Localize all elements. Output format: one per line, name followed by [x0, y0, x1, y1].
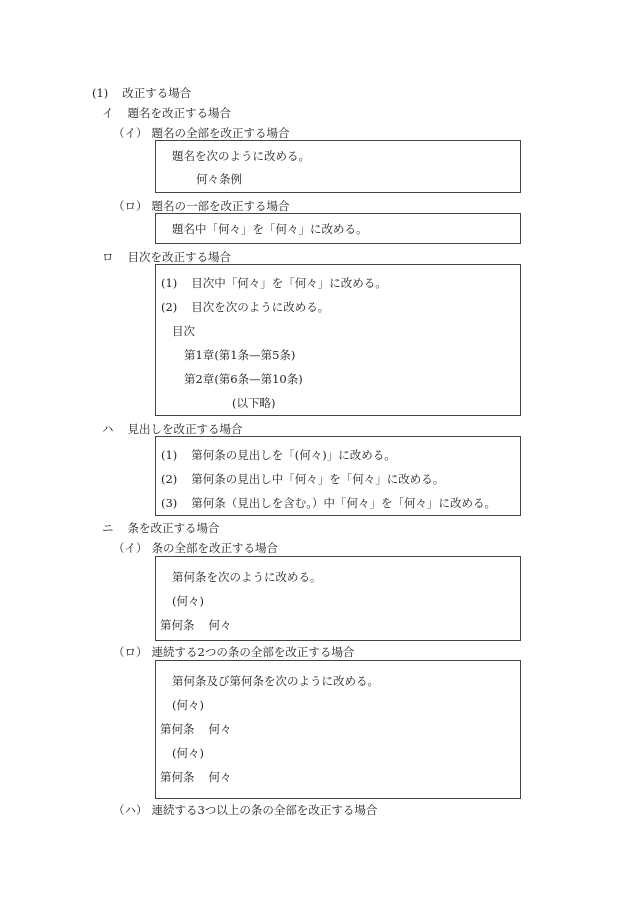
item-text: 目次中「何々」を「何々」に改める。	[191, 276, 387, 290]
item-text: 第何条の見出しを「(何々)」に改める。	[191, 448, 396, 462]
example-line: 何々条例	[196, 172, 242, 186]
heading-text: 条を改正する場合	[127, 521, 220, 535]
example-item	[161, 276, 387, 290]
heading-text: 題名の一部を改正する場合	[151, 199, 290, 213]
example-box-caption	[155, 436, 521, 516]
article-body: 何々	[208, 770, 232, 784]
example-line: 第何条を次のように改める。	[172, 570, 322, 584]
item-heading-article-full	[113, 541, 278, 555]
heading-number: (1)	[92, 86, 109, 100]
subsection-heading-ni	[102, 521, 220, 535]
subsection-heading-ro	[102, 250, 231, 264]
article-number: 第何条	[160, 618, 195, 632]
example-line: 題名を次のように改める。	[172, 149, 310, 163]
article-body: 何々	[208, 722, 232, 736]
item-number: (2)	[161, 472, 178, 486]
item-heading-title-full	[113, 126, 290, 140]
article-number: 第何条	[160, 722, 195, 736]
example-item	[161, 300, 329, 314]
heading-text: 連続する3つ以上の条の全部を改正する場合	[151, 803, 378, 817]
heading-number: （ロ）	[113, 645, 148, 659]
heading-text: 題名を改正する場合	[127, 106, 231, 120]
heading-number: ハ	[102, 422, 114, 436]
heading-text: 見出しを改正する場合	[127, 422, 243, 436]
article-caption: (何々)	[172, 594, 204, 608]
example-box-toc	[155, 264, 521, 416]
heading-number: ロ	[102, 250, 114, 264]
example-box-title-partial	[155, 213, 521, 244]
item-number: (1)	[161, 276, 178, 290]
item-heading-title-partial	[113, 199, 290, 213]
subsection-heading-i	[102, 106, 231, 120]
example-box-two-articles	[155, 660, 521, 799]
subsection-heading-ha	[102, 422, 243, 436]
toc-chapter-2: 第2章(第6条—第10条)	[184, 372, 303, 386]
item-heading-two-articles	[113, 645, 354, 659]
heading-number: イ	[102, 106, 114, 120]
example-item	[161, 496, 496, 510]
example-line: 題名中「何々」を「何々」に改める。	[172, 222, 368, 236]
example-item	[161, 448, 396, 462]
toc-omitted: (以下略)	[232, 396, 276, 410]
heading-text: 連続する2つの条の全部を改正する場合	[151, 645, 355, 659]
heading-number: ニ	[102, 521, 114, 535]
heading-number: （ロ）	[113, 199, 148, 213]
toc-title: 目次	[172, 324, 195, 338]
article-caption: (何々)	[172, 698, 204, 712]
item-text: 第何条の見出し中「何々」を「何々」に改める。	[191, 472, 445, 486]
example-box-article-full	[155, 556, 521, 641]
article-caption: (何々)	[172, 746, 204, 760]
heading-text: 題名の全部を改正する場合	[151, 126, 290, 140]
heading-text: 改正する場合	[122, 86, 192, 100]
article-number: 第何条	[160, 770, 195, 784]
heading-number: （イ）	[113, 126, 148, 140]
heading-number: （ハ）	[113, 803, 148, 817]
example-item	[161, 472, 444, 486]
item-number: (3)	[161, 496, 178, 510]
example-box-title-full	[155, 140, 521, 193]
item-text: 第何条（見出しを含む。）中「何々」を「何々」に改める。	[191, 496, 497, 510]
article-line	[160, 770, 232, 784]
article-body: 何々	[208, 618, 232, 632]
item-number: (2)	[161, 300, 178, 314]
heading-number: （イ）	[113, 541, 148, 555]
item-text: 目次を次のように改める。	[191, 300, 330, 314]
heading-text: 目次を改正する場合	[127, 250, 231, 264]
item-heading-three-articles	[113, 803, 377, 817]
example-line: 第何条及び第何条を次のように改める。	[172, 674, 379, 688]
article-line	[160, 722, 232, 736]
article-line	[160, 618, 232, 632]
item-number: (1)	[161, 448, 178, 462]
section-heading-1	[92, 86, 191, 100]
heading-text: 条の全部を改正する場合	[151, 541, 278, 555]
toc-chapter-1: 第1章(第1条—第5条)	[184, 348, 296, 362]
